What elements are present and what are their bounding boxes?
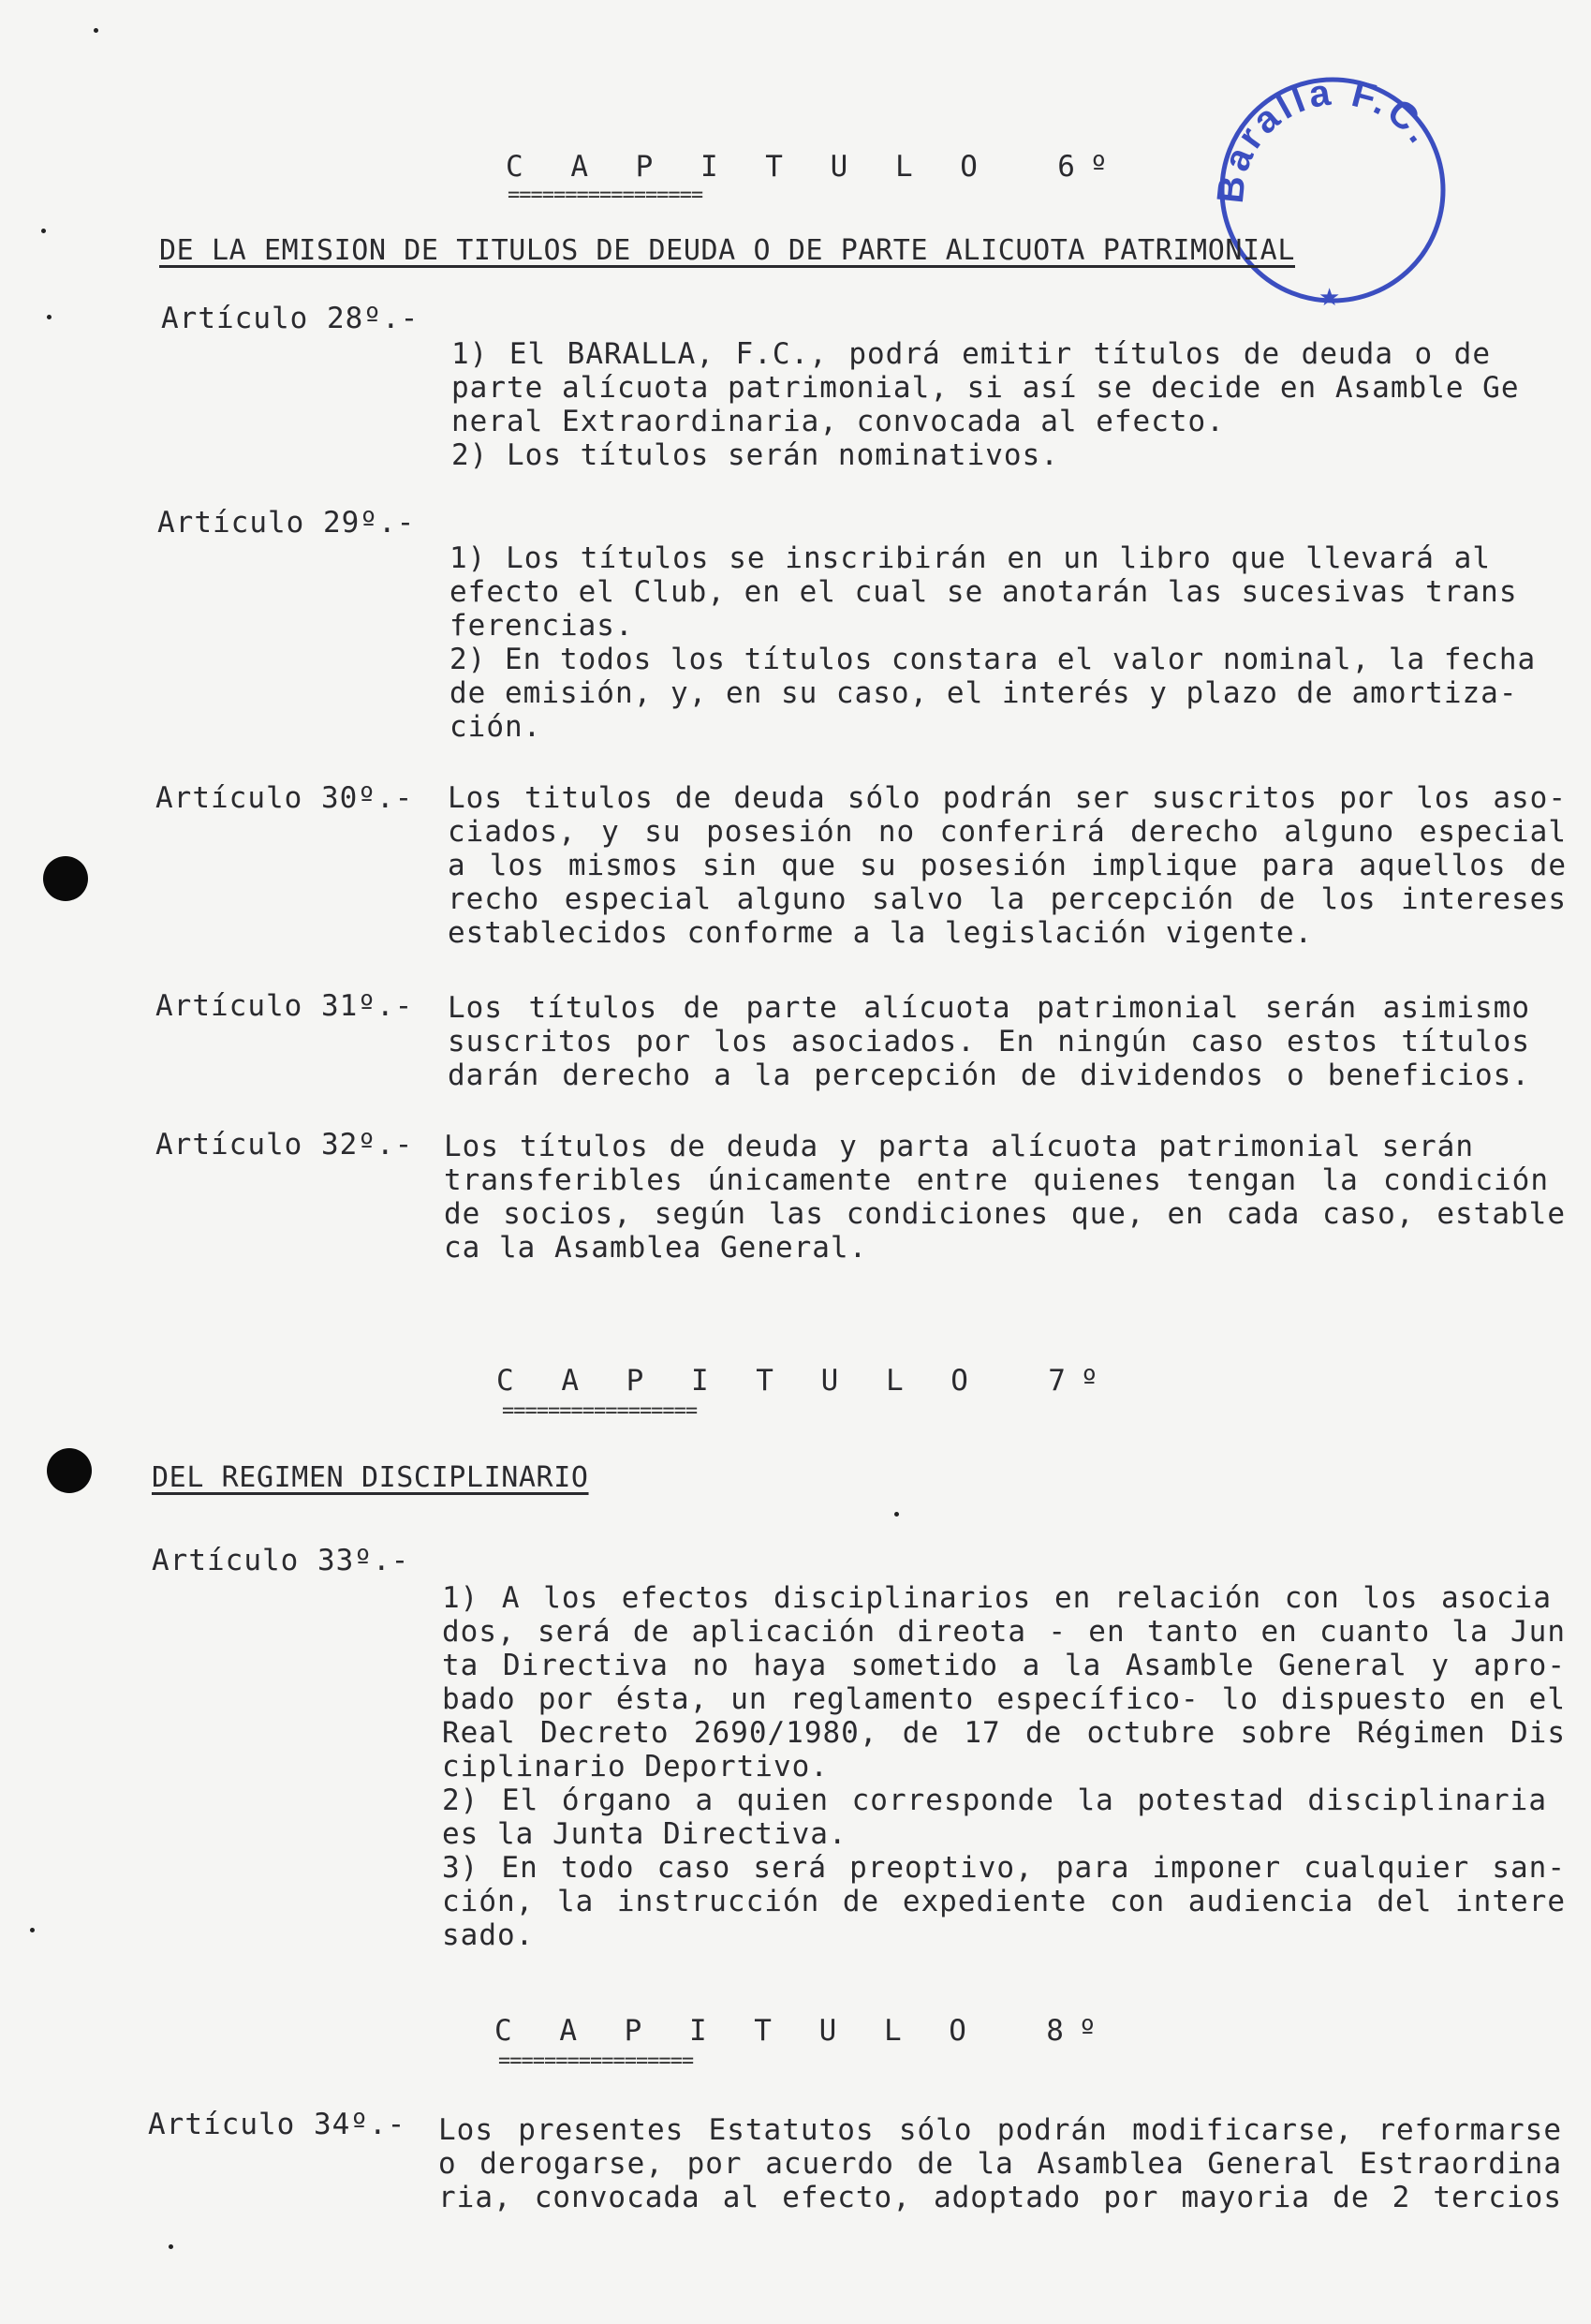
text-line: ción, la instrucción de expediente con audiencia del intere: [442, 1885, 1566, 1918]
article-31-body: [448, 991, 1530, 1092]
text-line: ciados, y su posesión no conferirá derecho alguno especial: [448, 815, 1567, 849]
text-line: de socios, según las condiciones que, en cada caso, estable: [444, 1197, 1566, 1231]
text-line: neral Extraordinaria, convocada al efecto.: [451, 405, 1225, 438]
text-line: es la Junta Directiva.: [442, 1817, 847, 1851]
star-icon: ★: [1318, 284, 1341, 312]
article-29-body: [449, 541, 1537, 744]
punch-hole-lower: [47, 1448, 92, 1493]
text-line: 3) En todo caso será preoptivo, para imponer cualquier san-: [442, 1851, 1566, 1885]
speck: [169, 2244, 173, 2249]
chapter-7-subtitle: DEL REGIMEN DISCIPLINARIO: [152, 1461, 589, 1494]
text-line: Los títulos de deuda y parta alícuota patrimonial serán: [444, 1130, 1474, 1163]
text-line: ria, convocada al efecto, adoptado por mayoria de 2 tercios: [438, 2181, 1562, 2214]
text-line: 2) En todos los títulos constara el valor nominal, la fecha: [449, 643, 1537, 676]
article-33-label: Artículo 33º.-: [152, 1544, 410, 1577]
text-line: 2) El órgano a quien corresponde la potestad disciplinaria: [442, 1784, 1547, 1817]
text-line: Real Decreto 2690/1980, de 17 de octubre sobre Régimen Dis: [442, 1716, 1566, 1750]
article-34-label: Artículo 34º.-: [148, 2108, 406, 2141]
article-32-body: [444, 1130, 1566, 1265]
text-line: Los presentes Estatutos sólo podrán modificarse, reformarse: [438, 2113, 1562, 2147]
text-line: 1) Los títulos se inscribirán en un libro que llevará al: [449, 541, 1491, 575]
text-line: ta Directiva no haya sometido a la Asamble General y apro-: [442, 1649, 1566, 1682]
text-line: o derogarse, por acuerdo de la Asamblea General Estraordina: [438, 2147, 1562, 2181]
text-line: establecidos conforme a la legislación vigente.: [448, 916, 1314, 950]
chapter-8-heading: C A P I T U L O 8º: [494, 2014, 1112, 2048]
speck: [30, 1928, 35, 1932]
text-line: Los titulos de deuda sólo podrán ser suscritos por los aso-: [448, 781, 1567, 815]
text-line: a los mismos sin que su posesión implique para aquellos de: [448, 849, 1567, 882]
chapter-6-heading: C A P I T U L O 6º: [506, 150, 1123, 184]
article-28-label: Artículo 28º.-: [161, 302, 420, 335]
article-29-label: Artículo 29º.-: [157, 506, 416, 540]
article-28-body: [451, 337, 1520, 472]
article-34-body: [438, 2113, 1562, 2214]
text-line: transferibles únicamente entre quienes tengan la condición: [444, 1163, 1549, 1197]
speck: [894, 1512, 899, 1517]
text-line: 2) Los títulos serán nominativos.: [451, 438, 1059, 472]
text-line: 1) El BARALLA, F.C., podrá emitir títulos de deuda o de: [451, 337, 1491, 371]
text-line: sado.: [442, 1918, 535, 1952]
text-line: bado por ésta, un reglamento específico- lo dispuesto en el: [442, 1682, 1566, 1716]
stamp-text: Baralla F.C.: [1209, 71, 1443, 205]
text-line: suscritos por los asociados. En ningún caso estos títulos: [448, 1025, 1530, 1058]
article-30-label: Artículo 30º.-: [155, 781, 414, 815]
text-line: ción.: [449, 710, 542, 744]
chapter-6-subtitle: DE LA EMISION DE TITULOS DE DEUDA O DE PARTE ALICUOTA PATRIMONIAL: [159, 234, 1295, 267]
text-line: ca la Asamblea General.: [444, 1231, 868, 1265]
text-line: darán derecho a la percepción de dividendos o beneficios.: [448, 1058, 1530, 1092]
text-line: recho especial alguno salvo la percepción de los intereses: [448, 882, 1567, 916]
text-line: Los títulos de parte alícuota patrimonial serán asimismo: [448, 991, 1530, 1025]
chapter-8-rule: =================: [498, 2050, 694, 2073]
article-32-label: Artículo 32º.-: [155, 1128, 414, 1162]
club-stamp: [1206, 64, 1459, 317]
text-line: de emisión, y, en su caso, el interés y plazo de amortiza-: [449, 676, 1518, 710]
text-line: parte alícuota patrimonial, si así se decide en Asamble Ge: [451, 371, 1520, 405]
article-31-label: Artículo 31º.-: [155, 989, 414, 1023]
text-line: 1) A los efectos disciplinarios en relación con los asocia: [442, 1581, 1552, 1615]
speck: [94, 28, 98, 33]
speck: [47, 315, 52, 319]
chapter-7-rule: =================: [502, 1399, 698, 1423]
article-30-body: [448, 781, 1567, 950]
chapter-6-rule: =================: [508, 184, 703, 207]
text-line: efecto el Club, en el cual se anotarán las sucesivas trans: [449, 575, 1518, 609]
punch-hole-upper: [43, 856, 88, 901]
speck: [41, 229, 46, 233]
article-33-body: [442, 1581, 1566, 1952]
text-line: dos, será de aplicación direota - en tanto en cuanto la Jun: [442, 1615, 1566, 1649]
text-line: ferencias.: [449, 609, 634, 643]
svg-text:Baralla F.C.: [1210, 71, 1443, 205]
text-line: ciplinario Deportivo.: [442, 1750, 829, 1784]
chapter-7-heading: C A P I T U L O 7º: [496, 1364, 1113, 1398]
